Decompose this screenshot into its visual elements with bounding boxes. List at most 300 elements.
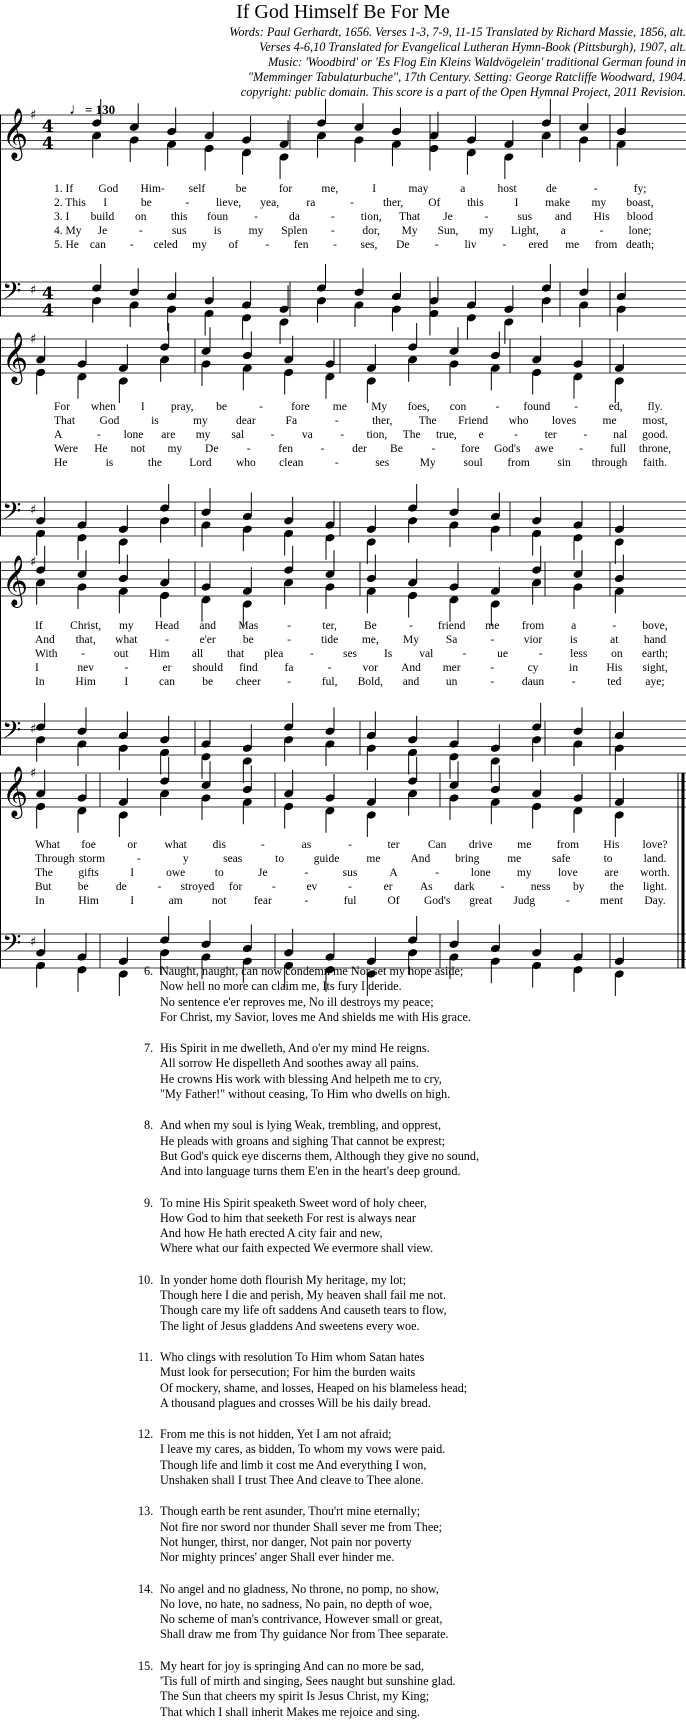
time-signature-top: 4 bbox=[42, 117, 54, 137]
lyric-syllable: me bbox=[565, 239, 580, 251]
lyric-syllable: cheer bbox=[235, 676, 261, 688]
lyric-syllable: that, bbox=[75, 634, 96, 646]
lyric-syllable: and bbox=[554, 211, 572, 223]
stanza-line: And when my soul is lying Weak, trembling, and opprest, bbox=[160, 1118, 442, 1133]
lyric-syllable: land. bbox=[643, 853, 667, 865]
lyric-syllable: - bbox=[495, 401, 500, 413]
lyric-syllable: on bbox=[611, 648, 623, 660]
lyric-syllable: on bbox=[135, 211, 147, 223]
lyric-syllable: a bbox=[460, 183, 466, 195]
lyric-syllable: His bbox=[603, 839, 620, 851]
stanza-line: A thousand plagues and crosses Will be his daily bread. bbox=[160, 1395, 431, 1410]
lyric-syllable: ed, bbox=[608, 401, 623, 413]
lyric-syllable: Je bbox=[97, 225, 108, 237]
lyric-syllable: He bbox=[54, 457, 68, 469]
lyric-syllable: celed bbox=[153, 239, 178, 251]
stanza-line: My heart for joy is springing And can no more be sad, bbox=[160, 1658, 425, 1673]
lyric-syllable: love? bbox=[642, 839, 668, 851]
lyric-syllable: nal bbox=[613, 429, 628, 441]
lyric-syllable: - bbox=[514, 429, 518, 441]
lyric-syllable: is bbox=[105, 457, 114, 469]
lyric-syllable: at bbox=[610, 634, 619, 646]
lyric-syllable: - bbox=[333, 239, 337, 251]
stanza-line: In yonder home doth flourish My heritage, my lot; bbox=[160, 1272, 407, 1287]
lyric-syllable: blood bbox=[626, 211, 654, 223]
stanza-line: Though earth be rent asunder, Thou'rt mine eternally; bbox=[160, 1504, 421, 1519]
lyric-syllable: God's bbox=[494, 443, 521, 455]
lyric-syllable: con bbox=[449, 401, 467, 413]
lyric-syllable: sight, bbox=[642, 662, 668, 674]
lyric-syllable: ses, bbox=[360, 239, 378, 251]
lyric-syllable: - bbox=[340, 429, 345, 441]
lyric-syllable: I bbox=[103, 197, 108, 209]
lyric-syllable: all bbox=[191, 648, 204, 660]
lyric-syllable: nev bbox=[77, 662, 94, 674]
lyric-syllable: Can bbox=[427, 839, 447, 851]
lyric-syllable: fore bbox=[461, 443, 480, 455]
lyric-syllable: full bbox=[610, 443, 627, 455]
stanza-number: 9. bbox=[144, 1195, 154, 1210]
lyric-syllable: my bbox=[516, 867, 532, 879]
stanza-line: No love, no hate, no sadness, No pain, no depth of woe, bbox=[160, 1596, 433, 1611]
stanza-line: The light of Jesus gladdens And sweetens every woe. bbox=[160, 1318, 420, 1333]
lyric-syllable: from bbox=[521, 620, 545, 632]
lyric-syllable: what bbox=[115, 634, 138, 646]
lyric-syllable: 3. I bbox=[54, 211, 70, 223]
lyric-syllable: less bbox=[570, 648, 588, 660]
lyric-syllable: And bbox=[410, 853, 431, 865]
lyric-syllable: - bbox=[330, 211, 335, 223]
lyric-syllable: pray, bbox=[170, 401, 194, 413]
lyric-syllable: Be bbox=[363, 620, 377, 632]
time-signature-top: 4 bbox=[42, 284, 54, 304]
lyric-syllable: Judg bbox=[513, 895, 536, 907]
lyric-syllable: ther, bbox=[382, 197, 404, 209]
lyric-syllable: A bbox=[54, 429, 63, 441]
lyric-syllable: - bbox=[484, 211, 489, 223]
lyric-syllable: I bbox=[372, 183, 377, 195]
lyric-syllable: yea, bbox=[260, 197, 280, 209]
sharp-icon: ♯ bbox=[30, 935, 37, 950]
lyric-syllable: can bbox=[159, 676, 175, 688]
lyric-syllable: foes, bbox=[407, 401, 430, 413]
lyric-syllable: be bbox=[140, 197, 152, 209]
lyric-syllable: be bbox=[216, 401, 228, 413]
lyric-syllable: - bbox=[538, 648, 543, 660]
lyric-syllable: gifts bbox=[78, 867, 99, 879]
lyric-syllable: De bbox=[396, 239, 410, 251]
stanza bbox=[138, 1581, 680, 1643]
lyric-syllable: I bbox=[124, 676, 129, 688]
lyric-syllable: lone; bbox=[628, 225, 652, 237]
lyric-syllable: drive bbox=[468, 839, 493, 851]
lyric-syllable: be bbox=[242, 634, 254, 646]
stanza bbox=[138, 1658, 680, 1720]
lyric-syllable: me bbox=[602, 415, 617, 427]
lyric-syllable: God bbox=[99, 415, 120, 427]
lyric-syllable: - bbox=[490, 662, 495, 674]
lyric-syllable: God bbox=[98, 183, 119, 195]
lyric-syllable: tide bbox=[321, 634, 339, 646]
lyric-syllable: If bbox=[35, 620, 43, 632]
lyric-syllable: ra bbox=[306, 197, 316, 209]
lyric-syllable: de bbox=[115, 881, 127, 893]
bass-clef-icon: 𝄢 bbox=[2, 929, 22, 964]
lyric-syllable: when bbox=[90, 401, 116, 413]
lyric-syllable: who bbox=[508, 415, 529, 427]
lyric-syllable: or bbox=[127, 839, 137, 851]
lyric-syllable: me bbox=[485, 620, 500, 632]
additional-stanzas bbox=[138, 964, 680, 1736]
stanza-line: The Sun that cheers my spirit Is Jesus Christ, my King; bbox=[160, 1689, 430, 1704]
lyric-syllable: - bbox=[565, 895, 570, 907]
stanza-line: How God to him that seeketh For rest is always near bbox=[160, 1210, 416, 1225]
lyric-syllable: - bbox=[271, 881, 276, 893]
stanza bbox=[144, 1195, 680, 1257]
lyric-syllable: fa bbox=[284, 662, 294, 674]
lyric-syllable: - bbox=[612, 620, 617, 632]
stanza bbox=[138, 1504, 680, 1565]
bass-clef-icon: 𝄢 bbox=[2, 277, 22, 312]
lyric-syllable: sus bbox=[517, 211, 533, 223]
lyric-syllable: ted bbox=[607, 676, 622, 688]
lyric-syllable: - bbox=[81, 648, 86, 660]
lyric-syllable: aye; bbox=[645, 676, 665, 688]
lyric-syllable: - bbox=[583, 429, 588, 441]
lyric-syllable: - bbox=[287, 620, 291, 632]
lyric-syllable: Of bbox=[428, 197, 441, 209]
lyric-syllable: from bbox=[594, 239, 618, 251]
lyric-syllable: Bold, bbox=[357, 676, 383, 688]
lyric-syllable: - bbox=[138, 225, 143, 237]
lyric-syllable: - bbox=[599, 225, 604, 237]
lyric-syllable: my bbox=[193, 415, 208, 427]
lyric-syllable: The bbox=[35, 867, 53, 879]
lyric-syllable: 4. My bbox=[54, 225, 82, 237]
lyric-syllable: true, bbox=[436, 429, 457, 441]
lyric-syllable: worth. bbox=[640, 867, 670, 879]
stanza bbox=[144, 1118, 680, 1179]
lyric-syllable: my bbox=[248, 225, 264, 237]
stanza bbox=[138, 1272, 680, 1334]
time-signature-bottom: 4 bbox=[42, 301, 54, 321]
lyric-syllable: ses bbox=[375, 457, 390, 469]
lyric-syllable: lieve, bbox=[215, 197, 242, 209]
stanza bbox=[144, 964, 680, 1025]
lyric-syllable: fly. bbox=[647, 401, 663, 413]
credit-line: Verses 4-6,10 Translated for Evangelical Lutheran Hymn-Book (Pittsburgh), 1907, alt. bbox=[259, 40, 686, 54]
lyric-syllable: - bbox=[309, 648, 314, 660]
lyric-syllable: out bbox=[113, 648, 129, 660]
lyric-syllable: friend bbox=[437, 620, 466, 632]
lyric-syllable: are bbox=[604, 867, 619, 879]
lyric-syllable: My bbox=[419, 457, 436, 469]
lyric-syllable: As bbox=[419, 881, 433, 893]
lyric-syllable: My bbox=[371, 401, 388, 413]
lyric-syllable: sin bbox=[557, 457, 571, 469]
stanza-line: To mine His Spirit speaketh Sweet word of holy cheer, bbox=[160, 1195, 427, 1210]
lyric-syllable: dis bbox=[212, 839, 226, 851]
lyric-syllable: - bbox=[129, 239, 134, 251]
lyric-syllable: The bbox=[418, 415, 437, 427]
lyric-syllable: what bbox=[164, 839, 187, 851]
sharp-icon: ♯ bbox=[30, 108, 37, 123]
stanza-line: He pleads with groans and sighing That cannot be exprest; bbox=[160, 1133, 446, 1148]
lyric-syllable: - bbox=[157, 881, 162, 893]
lyric-syllable: vor bbox=[362, 662, 378, 674]
lyric-syllable: storm bbox=[78, 853, 106, 865]
lyric-syllable: De bbox=[205, 443, 219, 455]
lyric-syllable: be bbox=[202, 676, 214, 688]
lyric-syllable: of bbox=[228, 239, 239, 251]
lyric-syllable: Him bbox=[78, 895, 99, 907]
lyric-syllable: fy; bbox=[633, 183, 647, 195]
lyric-syllable: and bbox=[402, 676, 420, 688]
stanza-line: "My Father!" without ceasing, To Him who dwells on high. bbox=[160, 1087, 451, 1102]
stanza-line: No scheme of man's contrivance, However small or great, bbox=[160, 1612, 443, 1627]
lyric-syllable: tion, bbox=[366, 429, 388, 441]
sharp-icon: ♯ bbox=[30, 283, 37, 298]
lyric-syllable: Je bbox=[443, 211, 453, 223]
lyric-syllable: from bbox=[507, 457, 530, 469]
lyric-syllable: through bbox=[591, 457, 628, 469]
lyric-syllable: In bbox=[35, 895, 45, 907]
credit-line: copyright: public domain. This score is a part of the Open Hymnal Project, 2011 Revision. bbox=[240, 85, 686, 99]
tempo-value: = 130 bbox=[85, 102, 116, 117]
credit-line: Words: Paul Gerhardt, 1656. Verses 1-3, 7-9, 11-15 Translated by Richard Massie, 1856, alt. bbox=[229, 25, 686, 39]
lyric-syllable: What bbox=[35, 839, 60, 851]
lyric-syllable: me, bbox=[361, 634, 379, 646]
stanza-number: 7. bbox=[144, 1041, 154, 1056]
lyric-syllable: Light, bbox=[510, 225, 539, 237]
stanza bbox=[138, 1349, 680, 1411]
lyric-syllable: to bbox=[275, 853, 285, 865]
stanza-line: Though here I die and perish, My heaven shall fail me not. bbox=[160, 1288, 446, 1303]
lyric-syllable: da bbox=[288, 211, 300, 223]
lyric-syllable: And bbox=[35, 634, 55, 646]
lyric-syllable: and bbox=[199, 620, 216, 632]
lyric-syllable: is bbox=[569, 634, 578, 646]
lyric-syllable: my bbox=[591, 197, 607, 209]
lyric-syllable: lone bbox=[470, 867, 491, 879]
lyric-syllable: cy bbox=[527, 662, 539, 674]
lyric-syllable: - bbox=[136, 853, 141, 865]
lyric-syllable: for bbox=[278, 183, 293, 195]
lyric-syllable: - bbox=[259, 401, 263, 413]
stanza-line: No angel and no gladness, No throne, no pomp, no show, bbox=[160, 1581, 439, 1596]
bass-clef-icon: 𝄢 bbox=[2, 497, 22, 532]
lyric-syllable: sus bbox=[342, 867, 358, 879]
stanza-line: No sentence e'er reproves me, No ill destroys my peace; bbox=[160, 994, 434, 1009]
lyric-syllable: make bbox=[545, 197, 571, 209]
lyric-syllable: are bbox=[161, 429, 176, 441]
lyric-syllable: safe bbox=[551, 853, 571, 865]
lyric-syllable: - bbox=[165, 634, 169, 646]
lyric-syllable: That bbox=[399, 211, 421, 223]
lyric-syllable: - bbox=[334, 415, 339, 427]
stanza-line: He crowns His work with blessing And helpeth me to cry, bbox=[160, 1071, 442, 1086]
lyric-syllable: der bbox=[352, 443, 367, 455]
lyric-syllable: a bbox=[571, 620, 577, 632]
lyric-syllable: is bbox=[151, 415, 159, 427]
lyric-syllable: I bbox=[130, 895, 135, 907]
lyric-syllable: daun bbox=[521, 676, 545, 688]
lyric-syllable: Him bbox=[149, 648, 170, 660]
stanza-line: His Spirit in me dwelleth, And o'er my mind He reigns. bbox=[160, 1041, 430, 1056]
lyric-syllable: ev bbox=[306, 881, 318, 893]
lyric-syllable: That bbox=[54, 415, 76, 427]
lyric-syllable: fore bbox=[291, 401, 310, 413]
lyric-syllable: most, bbox=[642, 415, 668, 427]
lyric-syllable: a bbox=[560, 225, 566, 237]
lyric-syllable: Were bbox=[54, 443, 78, 455]
treble-clef-icon: 𝄞 bbox=[2, 555, 29, 606]
lyric-syllable: death; bbox=[625, 239, 655, 251]
lyric-syllable: Mas bbox=[238, 620, 259, 632]
lyric-syllable: - bbox=[574, 401, 579, 413]
stanza-number: 6. bbox=[144, 964, 154, 978]
lyric-syllable: mer bbox=[442, 662, 461, 674]
lyric-syllable: - bbox=[287, 634, 291, 646]
sharp-icon: ♯ bbox=[30, 555, 37, 570]
lyric-syllable: Lord bbox=[189, 457, 212, 469]
lyric-syllable: ered bbox=[528, 239, 549, 251]
lyric-syllable: de bbox=[545, 183, 557, 195]
stanza-line: Nor mighty princes' anger Shall ever hinder me. bbox=[160, 1550, 395, 1565]
lyric-syllable: y bbox=[182, 853, 189, 865]
lyric-syllable: by bbox=[573, 881, 585, 893]
stanza-line: Though life and limb it cost me And everything I won, bbox=[160, 1457, 427, 1472]
lyric-syllable: me bbox=[517, 839, 532, 851]
lyric-syllable: - bbox=[579, 443, 584, 455]
lyric-syllable: - bbox=[434, 239, 439, 251]
hymn-title: If God Himself Be For Me bbox=[236, 1, 450, 23]
lyric-syllable: Fa bbox=[285, 415, 298, 427]
lyric-syllable: find bbox=[239, 662, 258, 674]
lyric-syllable: er bbox=[383, 881, 393, 893]
lyric-syllable: my bbox=[195, 429, 211, 441]
lyric-syllable: this bbox=[467, 197, 484, 209]
lyric-syllable: from bbox=[556, 839, 580, 851]
lyric-syllable: Head bbox=[154, 620, 180, 632]
lyric-syllable: I bbox=[140, 401, 145, 413]
stanza-line: Who clings with resolution To Him whom Satan hates bbox=[160, 1349, 425, 1364]
stanza-line: I leave my cares, as bidden, To whom my vows were paid. bbox=[160, 1442, 446, 1457]
lyric-syllable: foun bbox=[207, 211, 229, 223]
lyric-syllable: this bbox=[170, 211, 188, 223]
lyric-syllable: - bbox=[124, 662, 129, 674]
lyric-syllable: Him- bbox=[140, 183, 165, 195]
lyric-syllable: in bbox=[569, 662, 579, 674]
lyric-syllable: I bbox=[130, 867, 135, 879]
lyric-syllable: Through bbox=[35, 853, 75, 865]
lyric-syllable: fear bbox=[253, 895, 272, 907]
lyric-syllable: me bbox=[366, 853, 381, 865]
lyric-syllable: Of bbox=[387, 895, 400, 907]
lyric-syllable: ther, bbox=[372, 415, 393, 427]
lyric-syllable: The bbox=[402, 429, 421, 441]
quarter-note-icon: ♩ bbox=[69, 101, 85, 118]
lyric-syllable: to bbox=[603, 853, 613, 865]
lyric-syllable: - bbox=[462, 648, 467, 660]
lyric-syllable: dor, bbox=[362, 225, 381, 237]
treble-clef-icon: 𝄞 bbox=[2, 108, 29, 159]
lyric-syllable: Christ, bbox=[70, 620, 102, 632]
sharp-icon: ♯ bbox=[30, 766, 37, 781]
stanza-number: 10. bbox=[138, 1272, 154, 1287]
lyric-syllable: Is bbox=[383, 648, 393, 660]
lyric-syllable: - bbox=[304, 867, 309, 879]
lyric-syllable: For bbox=[54, 401, 70, 413]
stanza-line: All sorrow He dispelleth And soothes away all pains. bbox=[160, 1056, 419, 1071]
lyric-syllable: - bbox=[348, 881, 352, 893]
lyric-syllable: 5. He bbox=[54, 239, 79, 251]
lyric-syllable: build bbox=[90, 211, 115, 223]
stanza-number: 15. bbox=[138, 1658, 154, 1673]
stanza-line: But God's quick eye discerns them, Although they give no sound, bbox=[160, 1148, 480, 1163]
lyric-syllable: I bbox=[35, 662, 39, 674]
lyric-syllable: my bbox=[479, 225, 494, 237]
lyric-syllable: awe bbox=[534, 443, 554, 455]
lyric-syllable: not bbox=[130, 443, 146, 455]
lyric-syllable: va bbox=[301, 429, 313, 441]
lyric-syllable: ment bbox=[599, 895, 623, 907]
lyric-syllable: may bbox=[408, 183, 429, 195]
stanza-line: That which I shall inherit Makes me rejoice and sing. bbox=[160, 1704, 420, 1719]
lyric-syllable: should bbox=[192, 662, 223, 674]
lyric-syllable: - bbox=[431, 443, 436, 455]
lyric-syllable: Be bbox=[390, 443, 403, 455]
treble-clef-icon: 𝄞 bbox=[2, 332, 29, 383]
lyric-syllable: light. bbox=[643, 881, 667, 893]
lyric-syllable: 1. If bbox=[54, 183, 74, 195]
stanza-line: Unshaken shall I trust Thee And cleave to Thee alone. bbox=[160, 1473, 424, 1488]
lyric-syllable: is bbox=[213, 225, 222, 237]
lyric-syllable: good. bbox=[642, 429, 668, 441]
lyric-syllable: Sa bbox=[445, 634, 458, 646]
stanza-line: And how He hath erected A city fair and new, bbox=[160, 1226, 383, 1241]
lyric-syllable: that bbox=[227, 648, 245, 660]
lyric-syllable: dark bbox=[454, 881, 475, 893]
lyric-syllable: be bbox=[235, 183, 247, 195]
lyric-syllable: - bbox=[334, 457, 339, 469]
stanza-line: For Christ, my Savior, loves me And shields me with His grace. bbox=[160, 1009, 471, 1024]
lyric-syllable: loves bbox=[551, 415, 577, 427]
lyric-syllable: hand bbox=[643, 634, 667, 646]
lyric-syllable: - bbox=[327, 662, 332, 674]
bass-clef-icon: 𝄢 bbox=[2, 716, 22, 751]
lyric-syllable: - bbox=[571, 676, 576, 688]
lyric-syllable: Day. bbox=[644, 895, 666, 907]
lyric-syllable: ter bbox=[387, 839, 400, 851]
lyric-syllable: my bbox=[192, 239, 207, 251]
stanza-number: 11. bbox=[138, 1349, 153, 1364]
lyric-syllable: can bbox=[89, 239, 106, 251]
lyric-syllable: - bbox=[490, 676, 495, 688]
stanza-line: Naught, naught, can now condemn me Nor set my hope aside; bbox=[160, 964, 464, 978]
lyric-syllable: lone bbox=[123, 429, 144, 441]
lyric-syllable: Friend bbox=[458, 415, 489, 427]
lyric-syllable: - bbox=[254, 211, 258, 223]
lyric-syllable: - bbox=[593, 183, 598, 195]
lyric-syllable: val bbox=[419, 648, 434, 660]
lyric-syllable: dear bbox=[235, 415, 256, 427]
lyric-syllable: self bbox=[188, 183, 206, 195]
lyric-syllable: host bbox=[497, 183, 517, 195]
lyric-syllable: With bbox=[35, 648, 58, 660]
stanza-line: From me this is not hidden, Yet I am not afraid; bbox=[160, 1427, 392, 1442]
stanza bbox=[138, 1427, 680, 1488]
